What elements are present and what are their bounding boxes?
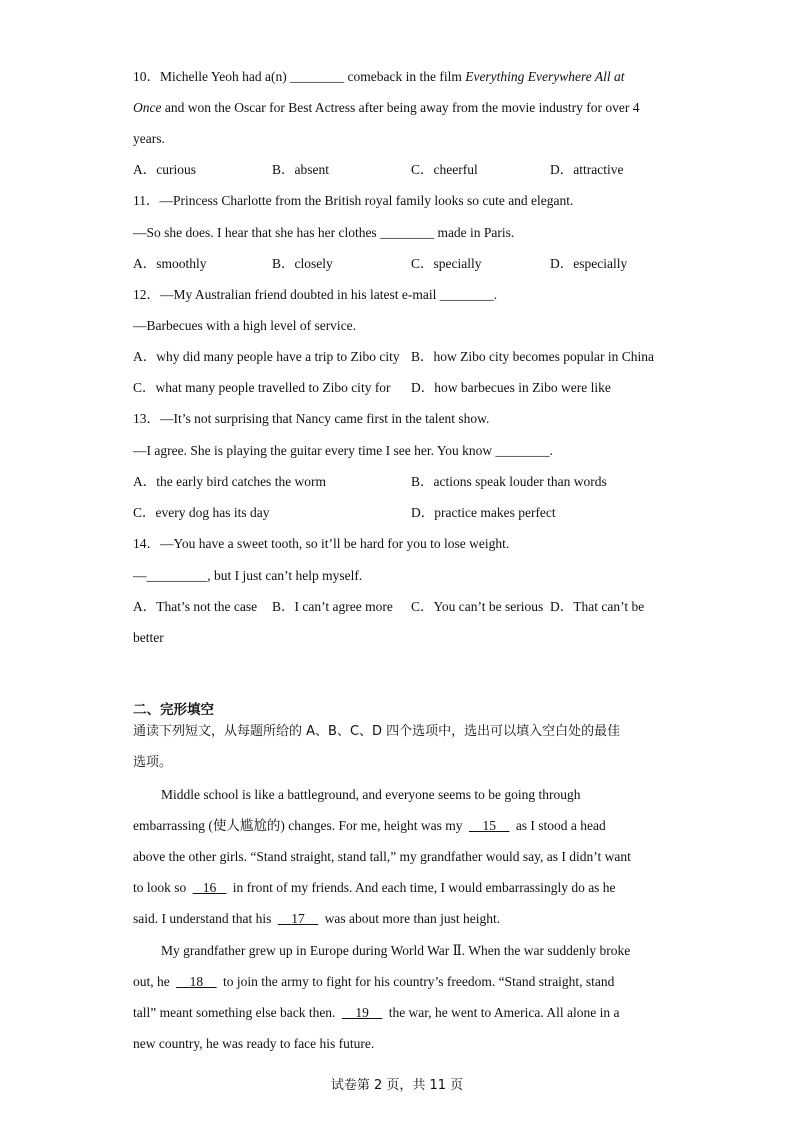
- blank-15-number: 15: [482, 818, 496, 833]
- q12-option-a[interactable]: A．why did many people have a trip to Zibo city: [133, 349, 400, 364]
- q10-line3: years.: [133, 131, 165, 146]
- q12-line1: [133, 286, 664, 304]
- blank-16-number: 16: [202, 880, 217, 895]
- q12-option-d[interactable]: D．how barbecues in Zibo were like: [411, 380, 611, 395]
- p1-text: as I stood a head: [515, 818, 606, 833]
- q13-option-b[interactable]: B．actions speak louder than words: [411, 474, 607, 489]
- q14-dash: —: [133, 568, 147, 583]
- q11-stem-end: made in Paris.: [437, 225, 515, 240]
- p1-text: said. I understand that his: [133, 911, 272, 926]
- q12-option-c[interactable]: C．what many people travelled to Zibo city for: [133, 380, 391, 395]
- p1-line1: Middle school is like a battleground, and everyone seems to be going through: [161, 787, 581, 802]
- q13-option-c[interactable]: C．every dog has its day: [133, 505, 270, 520]
- q10-stem-mid: comeback in the film: [347, 69, 462, 84]
- q10-film-title: Everything Everywhere All at: [465, 69, 625, 84]
- p1-text: to look so: [133, 880, 187, 895]
- q11-option-c[interactable]: C．specially: [411, 256, 482, 271]
- p1-text: in front of my friends. And each time, I would embarrassingly do as he: [232, 880, 616, 895]
- p1-line4: [133, 879, 664, 897]
- q14-option-b[interactable]: B．I can’t agree more: [272, 599, 393, 614]
- q11-option-a[interactable]: A．smoothly: [133, 256, 207, 271]
- p1-line5: [133, 910, 664, 928]
- p2-line4: new country, he was ready to face his future.: [133, 1036, 375, 1051]
- q13-line2: [133, 442, 664, 460]
- q10-option-d[interactable]: D．attractive: [550, 162, 624, 177]
- p2-text: tall” meant something else back then.: [133, 1005, 336, 1020]
- p2-line2: [133, 973, 664, 991]
- q12-blank: ________: [439, 287, 494, 302]
- q13-stem: —I agree. She is playing the guitar every time I see her. You know: [133, 443, 493, 458]
- q12-stem: 12．—My Australian friend doubted in his latest e-mail: [133, 287, 437, 302]
- q12-stem-end: .: [493, 287, 498, 302]
- p1-line2: [133, 817, 664, 835]
- q10-line1: [133, 68, 664, 86]
- q10-film-title-end: Once: [133, 100, 162, 115]
- q10-stem-rest: and won the Oscar for Best Actress after being away from the movie industry for over 4: [164, 100, 640, 115]
- p2-line3: [133, 1004, 664, 1022]
- q14-option-d-wrap: better: [133, 630, 164, 645]
- p2-text: the war, he went to America. All alone in a: [388, 1005, 620, 1020]
- q14-line1: 14．—You have a sweet tooth, so it’ll be hard for you to lose weight.: [133, 536, 510, 551]
- blank-16[interactable]: [190, 880, 230, 895]
- section-title: 二、完形填空: [133, 702, 214, 718]
- q14-stem-end: , but I just can’t help myself.: [207, 568, 363, 583]
- q11-stem: —So she does. I hear that she has her clothes: [133, 225, 377, 240]
- q13-option-a[interactable]: A．the early bird catches the worm: [133, 474, 327, 489]
- q12-option-b[interactable]: B．how Zibo city becomes popular in China: [411, 349, 654, 364]
- q10-blank: ________: [290, 69, 345, 84]
- q11-line2: [133, 224, 664, 242]
- p1-text: was about more than just height.: [324, 911, 501, 926]
- q13-line1: 13．—It’s not surprising that Nancy came first in the talent show.: [133, 411, 490, 426]
- p2-line1: My grandfather grew up in Europe during World War Ⅱ. When the war suddenly broke: [161, 943, 631, 958]
- q14-blank: _________: [146, 568, 208, 583]
- blank-18[interactable]: [173, 974, 220, 989]
- q10-stem: 10．Michelle Yeoh had a(n): [133, 69, 287, 84]
- section-instruction-line2: 选项。: [133, 755, 173, 770]
- q10-option-b[interactable]: B．absent: [272, 162, 329, 177]
- q13-option-d[interactable]: D．practice makes perfect: [411, 505, 556, 520]
- q14-option-c[interactable]: C．You can’t be serious: [411, 599, 544, 614]
- blank-17-number: 17: [291, 911, 305, 926]
- p2-text: out, he: [133, 974, 170, 989]
- q10-line2: [133, 99, 664, 117]
- blank-15[interactable]: [466, 818, 513, 833]
- q14-option-d[interactable]: D．That can’t be: [550, 599, 645, 614]
- q11-blank: ________: [380, 225, 435, 240]
- blank-17[interactable]: [275, 911, 322, 926]
- q14-line2: [133, 567, 664, 585]
- q12-line2: —Barbecues with a high level of service.: [133, 318, 357, 333]
- q13-blank: ________: [495, 443, 550, 458]
- q13-stem-end: .: [549, 443, 553, 458]
- q11-option-d[interactable]: D．especially: [550, 256, 628, 271]
- q11-option-b[interactable]: B．closely: [272, 256, 333, 271]
- p1-line3: above the other girls. “Stand straight, stand tall,” my grandfather would say, as I didn’t want: [133, 849, 631, 864]
- page-footer: 试卷第 2 页，共 11 页: [330, 1078, 464, 1093]
- blank-18-number: 18: [189, 974, 204, 989]
- q10-option-a[interactable]: A．curious: [133, 162, 196, 177]
- p1-text: embarrassing (使人尴尬的) changes. For me, height was my: [133, 818, 463, 833]
- section-instruction-line1: 通读下列短文，从每题所给的 A、B、C、D 四个选项中，选出可以填入空白处的最佳: [133, 724, 621, 739]
- q10-option-c[interactable]: C．cheerful: [411, 162, 478, 177]
- q14-option-a[interactable]: A．That’s not the case: [133, 599, 258, 614]
- blank-19-number: 19: [355, 1005, 369, 1020]
- p2-text: to join the army to fight for his country’s freedom. “Stand straight, stand: [223, 974, 615, 989]
- blank-19[interactable]: [339, 1005, 386, 1020]
- q11-line1: 11．—Princess Charlotte from the British royal family looks so cute and elegant.: [133, 193, 574, 208]
